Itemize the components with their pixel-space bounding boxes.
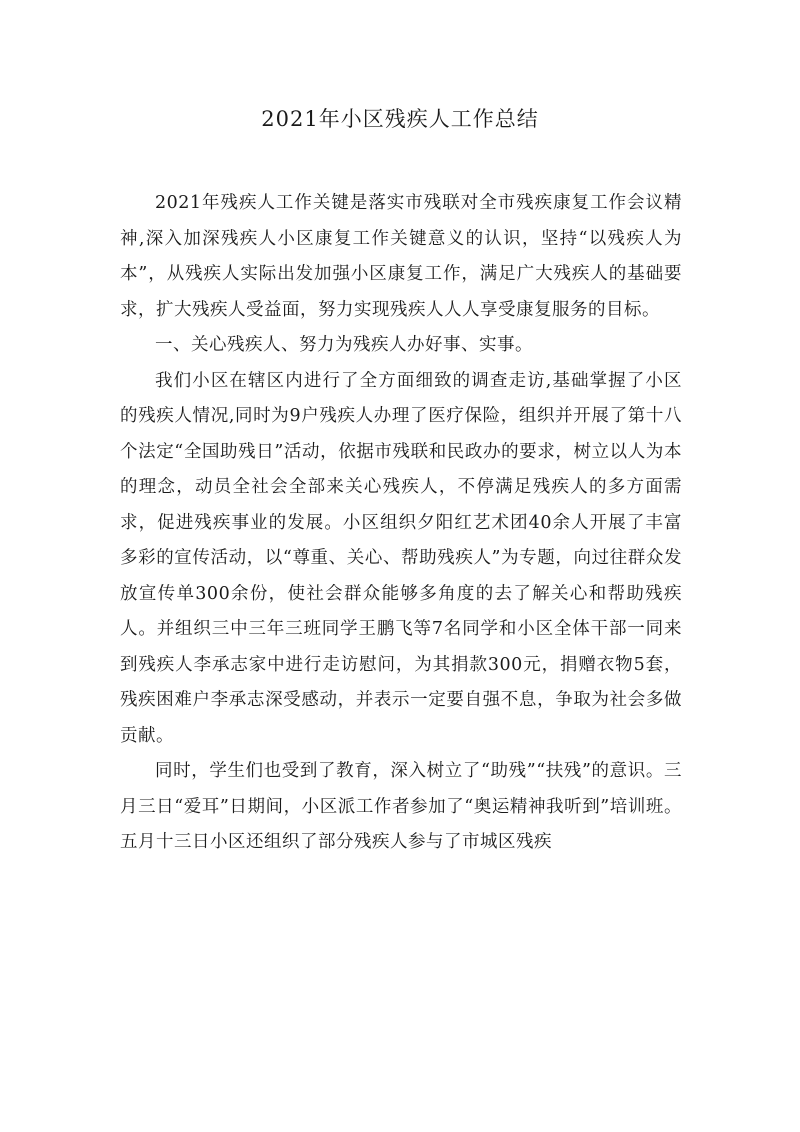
section-heading-1: 一、关心残疾人、努力为残疾人办好事、实事。 bbox=[155, 335, 533, 355]
paragraph-intro: 2021年残疾人工作关键是落实市残联对全市残疾康复工作会议精神,深入加深残疾人小区康复工作关键意义的认识，坚持“以残疾人为本”，从残疾人实际出发加强小区康复工作，满足广大残疾人的基础要求，扩大残疾人受益面，努力实现残疾人人人享受康复服务的目标。 bbox=[120, 193, 682, 320]
paragraph-survey: 我们小区在辖区内进行了全方面细致的调查走访,基础掌握了小区的残疾人情况,同时为9户残疾人办理了医疗保险，组织并开展了第十八个法定“全国助残日”活动，依据市残联和民政办的要求，树立以人为本的理念，动员全社会全部来关心残疾人，不停满足残疾人的多方面需求，促进残疾事业的发展。小区组织夕阳红艺术团40余人开展了丰富多彩的宣传活动，以“尊重、关心、帮助残疾人”为专题，向过往群众发放宣传单300余份，使社会群众能够多角度的去了解关心和帮助残疾人。并组织三中三年三班同学王鹏飞等7名同学和小区全体干部一同来到残疾人李承志家中进行走访慰问，为其捐款300元，捐赠衣物5套，残疾困难户李承志深受感动，并表示一定要自强不息，争取为社会多做贡献。 bbox=[120, 370, 682, 746]
paragraph-education: 同时，学生们也受到了教育，深入树立了“助残”“扶残”的意识。三月三日“爱耳”日期间，小区派工作者参加了“奥运精神我听到”培训班。五月十三日小区还组织了部分残疾人参与了市城区残疾 bbox=[120, 761, 682, 852]
document-body bbox=[120, 186, 682, 861]
document-title: 2021年小区残疾人工作总结 bbox=[261, 107, 539, 131]
